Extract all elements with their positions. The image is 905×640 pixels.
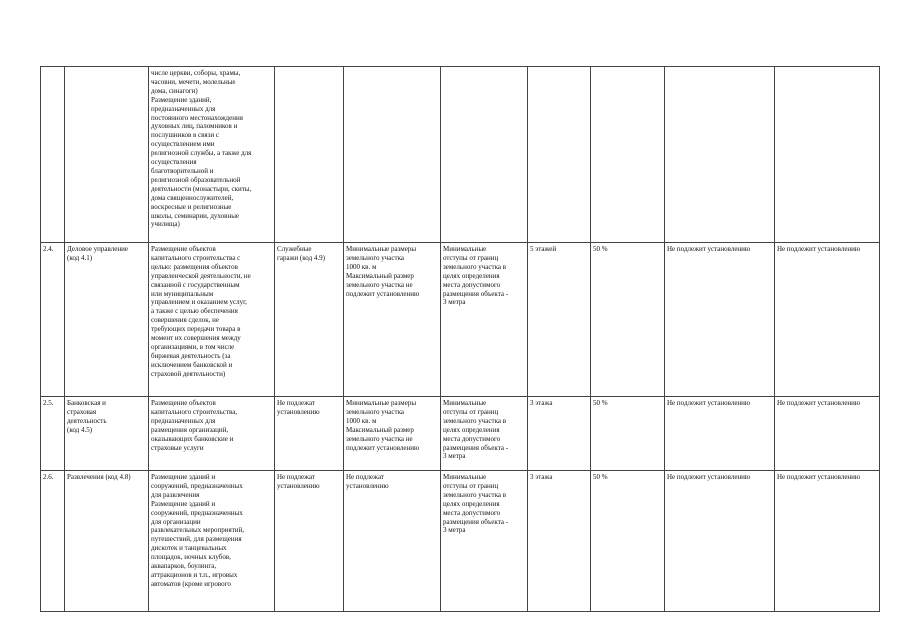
cell-floors: 5 этажей — [528, 243, 591, 397]
zoning-regulations-table — [40, 66, 880, 612]
cell-number — [41, 67, 65, 243]
cell-description: числе церкви, соборы, храмы, часовни, мечети, молельные дома, синагоги) Размещение зданий, предназначенных для постоянного местонахождения духовных лиц, паломников и послушников в связи с осуществлением ими религиозной службы, а также для осуществления благотворительной и религиозной образовательной деятельности (монастыри, скиты, дома священнослужителей, воскресные и религиозные школы, семинарии, духовные училища) — [149, 67, 275, 243]
cell-setback: Минимальные отступы от границ земельного участка в целях определения места допустимого размещения объекта - 3 метра — [441, 243, 528, 397]
cell-number: 2.6. — [41, 471, 65, 612]
cell-plot-size: Минимальные размеры земельного участка 1000 кв. м Максимальный размер земельного участка не подлежит установлению — [344, 397, 441, 471]
cell-use-type: Деловое управление (код 4.1) — [65, 243, 149, 397]
cell-plot-size: Минимальные размеры земельного участка 1000 кв. м Максимальный размер земельного участка не подлежит установлению — [344, 243, 441, 397]
cell-number: 2.5. — [41, 397, 65, 471]
cell-plot-size: Не подлежат установлению — [344, 471, 441, 612]
cell-parameter-10: Не подлежит установлению — [775, 243, 880, 397]
cell-parameter-10: Не подлежит установлению — [775, 471, 880, 612]
cell-coverage: 50 % — [591, 471, 665, 612]
cell-parameter-9: Не подлежит установлению — [665, 471, 775, 612]
cell-parameter-9: Не подлежит установлению — [665, 243, 775, 397]
cell-auxiliary-use: Не подлежат установлению — [275, 471, 344, 612]
cell-number: 2.4. — [41, 243, 65, 397]
cell-parameter-9: Не подлежит установлению — [665, 397, 775, 471]
table-row — [41, 67, 880, 243]
cell-coverage: 50 % — [591, 243, 665, 397]
cell-coverage — [591, 67, 665, 243]
table-row — [41, 471, 880, 612]
cell-setback: Минимальные отступы от границ земельного участка в целях определения места допустимого размещения объекта - 3 метра — [441, 397, 528, 471]
cell-floors: 3 этажа — [528, 397, 591, 471]
cell-auxiliary-use — [275, 67, 344, 243]
cell-use-type — [65, 67, 149, 243]
cell-setback: Минимальные отступы от границ земельного участка в целях определения места допустимого размещения объекта - 3 метра — [441, 471, 528, 612]
cell-plot-size — [344, 67, 441, 243]
cell-parameter-10: Не подлежит установлению — [775, 397, 880, 471]
table-row — [41, 243, 880, 397]
cell-auxiliary-use: Не подлежат установлению — [275, 397, 344, 471]
cell-description: Размещение зданий и сооружений, предназначенных для развлечения Размещение зданий и сооружений, предназначенных для организации развлекательных мероприятий, путешествий, для размещения дискотек и танцевальных площадок, ночных клубов, аквапарков, боулинга, аттракционов и т.п., игровых автоматов (кроме игрового — [149, 471, 275, 612]
table-row — [41, 397, 880, 471]
cell-floors: 3 этажа — [528, 471, 591, 612]
cell-auxiliary-use: Служебные гаражи (код 4.9) — [275, 243, 344, 397]
cell-description: Размещение объектов капитального строительства, предназначенных для размещения организаций, оказывающих банковские и страховые услуги — [149, 397, 275, 471]
cell-setback — [441, 67, 528, 243]
cell-use-type: Банковская и страховая деятельность (код 4.5) — [65, 397, 149, 471]
cell-description: Размещение объектов капитального строительства с целью: размещения объектов управленческой деятельности, не связанной с государственным или муниципальным управлением и оказанием услуг, а также с целью обеспечения совершения сделок, не требующих передачи товара в момент их совершения между организациями, в том числе биржевая деятельность (за исключением банковской и страховой деятельности) — [149, 243, 275, 397]
cell-coverage: 50 % — [591, 397, 665, 471]
cell-parameter-9 — [665, 67, 775, 243]
cell-parameter-10 — [775, 67, 880, 243]
cell-use-type: Развлечения (код 4.8) — [65, 471, 149, 612]
cell-floors — [528, 67, 591, 243]
